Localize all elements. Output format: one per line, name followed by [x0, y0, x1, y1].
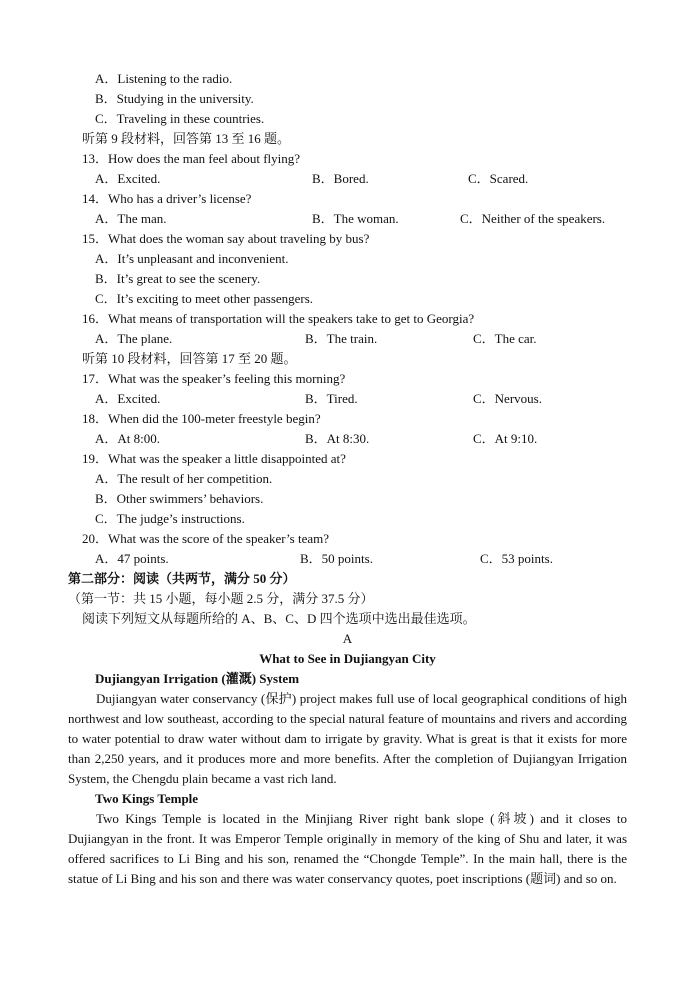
part2-subheading: （第一节：共 15 小题，每小题 2.5 分，满分 37.5 分） [68, 591, 374, 606]
q13-option-b: B．Bored. [312, 171, 369, 186]
section1-paragraph [68, 689, 627, 789]
q14-option-a: A．The man. [95, 211, 167, 226]
part2-heading: 第二部分：阅读（共两节，满分 50 分） [68, 571, 296, 586]
q17-stem: 17．What was the speaker’s feeling this morning? [82, 371, 346, 386]
q12-option-b: B．Studying in the university. [95, 91, 254, 106]
q13-stem: 13．How does the man feel about flying? [82, 151, 301, 166]
q13-option-c: C．Scared. [468, 171, 529, 186]
section1-text: Dujiangyan water conservancy (保护) project makes full use of local geographical conditions of high northwest and low southeast, according to the special natural feature of mountains and rivers and according to water potential to draw water without dam to irrigate by gravity. What is great is that it exists for more than 2,250 years, and it produces more and more benefits. After the completion of Dujiangyan Irrigation System, the Chengdu plain became a vast rich land. [68, 691, 627, 786]
q14-stem: 14．Who has a driver’s license? [82, 191, 252, 206]
passage-letter: A [342, 631, 353, 646]
q17-option-a: A．Excited. [95, 391, 161, 406]
section9-intro: 听第 9 段材料，回答第 13 至 16 题。 [82, 131, 291, 146]
q18-option-c: C．At 9:10. [473, 431, 538, 446]
section2-text: Two Kings Temple is located in the Minjiang River right bank slope (斜坡) and it closes to Dujiangyan in the front. It was Emperor Temple originally in memory of the king of Shu and later, it was offered sacrifices to Li Bing and his son, renamed the “Chongde Temple”. In the main hall, there is the statue of Li Bing and his son and there was water conservancy quotes, poet inscriptions (题词) and so on. [68, 811, 627, 886]
section2-heading: Two Kings Temple [95, 791, 199, 806]
q18-option-b: B．At 8:30. [305, 431, 370, 446]
q14-option-c: C．Neither of the speakers. [460, 211, 606, 226]
q19-option-b: B．Other swimmers’ behaviors. [95, 491, 264, 506]
passage-title: What to See in Dujiangyan City [259, 651, 436, 666]
q12-option-c: C．Traveling in these countries. [95, 111, 265, 126]
q18-option-a: A．At 8:00. [95, 431, 161, 446]
section2-paragraph [68, 809, 627, 889]
section10-intro: 听第 10 段材料，回答第 17 至 20 题。 [82, 351, 297, 366]
q18-stem: 18．When did the 100-meter freestyle begin? [82, 411, 321, 426]
q19-option-a: A．The result of her competition. [95, 471, 273, 486]
part2-instruction: 阅读下列短文从每题所给的 A、B、C、D 四个选项中选出最佳选项。 [82, 611, 476, 626]
q15-option-b: B．It’s great to see the scenery. [95, 271, 261, 286]
q20-option-b: B．50 points. [300, 551, 373, 566]
q17-option-b: B．Tired. [305, 391, 358, 406]
q16-option-b: B．The train. [305, 331, 378, 346]
section1-heading: Dujiangyan Irrigation (灌溉) System [95, 671, 300, 686]
q15-option-c: C．It’s exciting to meet other passengers. [95, 291, 314, 306]
q17-option-c: C．Nervous. [473, 391, 542, 406]
q14-option-b: B．The woman. [312, 211, 399, 226]
q19-option-c: C．The judge’s instructions. [95, 511, 245, 526]
q20-stem: 20．What was the score of the speaker’s team? [82, 531, 330, 546]
q15-option-a: A．It’s unpleasant and inconvenient. [95, 251, 289, 266]
q16-stem: 16．What means of transportation will the speakers take to get to Georgia? [82, 311, 475, 326]
q16-option-c: C．The car. [473, 331, 537, 346]
q19-stem: 19．What was the speaker a little disappointed at? [82, 451, 346, 466]
q16-option-a: A．The plane. [95, 331, 173, 346]
q20-option-c: C．53 points. [480, 551, 553, 566]
q13-option-a: A．Excited. [95, 171, 161, 186]
q15-stem: 15．What does the woman say about traveling by bus? [82, 231, 370, 246]
q12-option-a: A．Listening to the radio. [95, 71, 233, 86]
q20-option-a: A．47 points. [95, 551, 169, 566]
